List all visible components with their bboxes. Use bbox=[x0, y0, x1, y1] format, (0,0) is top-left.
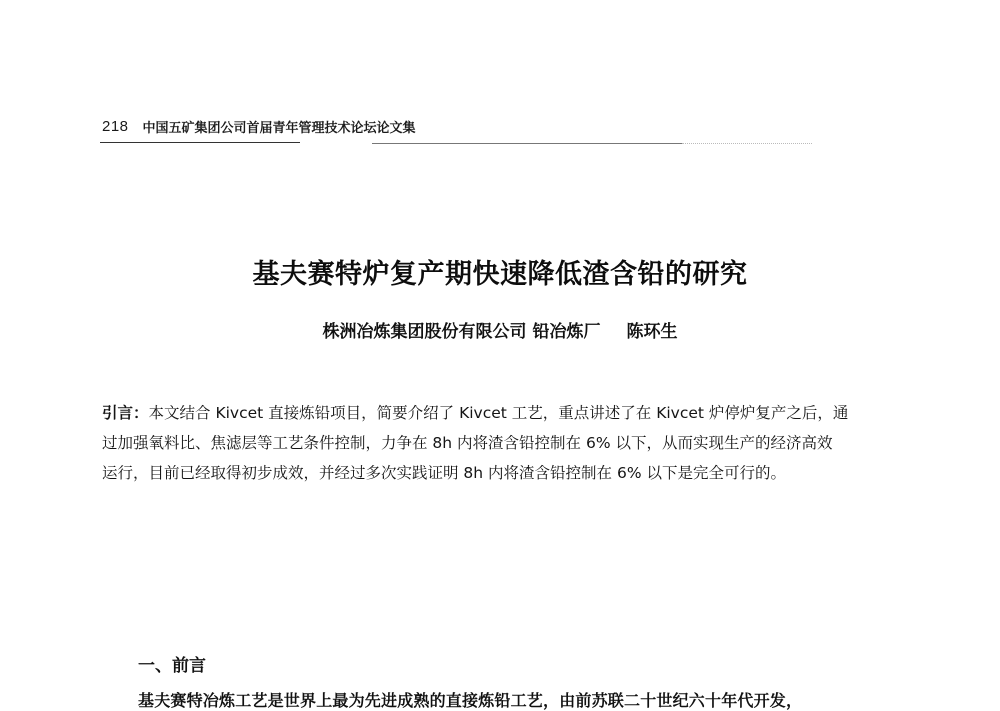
abstract-text: 本文结合 Kivcet 直接炼铅项目，简要介绍了 Kivcet 工艺，重点讲述了在 Kivcet 炉停炉复产之后，通 bbox=[148, 404, 849, 422]
page-number: 218 bbox=[102, 117, 129, 135]
author-affiliation: 株洲冶炼集团股份有限公司 bbox=[322, 322, 527, 342]
article-title: 基夫赛特炉复产期快速降低渣含铅的研究 bbox=[252, 259, 748, 290]
body-text-line: 基夫赛特冶炼工艺是世界上最为先进成熟的直接炼铅工艺，由前苏联二十世纪六十年代开发， bbox=[138, 691, 803, 710]
abstract bbox=[102, 398, 892, 488]
running-header bbox=[102, 115, 416, 137]
abstract-label: 引言： bbox=[102, 404, 149, 422]
abstract-line bbox=[102, 398, 892, 428]
byline bbox=[0, 317, 1000, 342]
header-rule-faded bbox=[682, 143, 812, 144]
author-name: 陈环生 bbox=[626, 322, 678, 342]
abstract-line: 过加强氧料比、焦滤层等工艺条件控制，力争在 8h 内将渣含铅控制在 6% 以下，从而实现生产的经济高效 bbox=[102, 434, 833, 452]
header-rule-right bbox=[372, 143, 682, 144]
section-heading: 一、前言 bbox=[138, 656, 206, 676]
author-department: 铅冶炼厂 bbox=[532, 322, 601, 342]
collection-title: 中国五矿集团公司首届青年管理技术论坛论文集 bbox=[142, 120, 416, 136]
header-rule-left bbox=[100, 142, 300, 143]
abstract-line: 运行，目前已经取得初步成效，并经过多次实践证明 8h 内将渣含铅控制在 6% 以下是完全可行的。 bbox=[102, 464, 786, 482]
